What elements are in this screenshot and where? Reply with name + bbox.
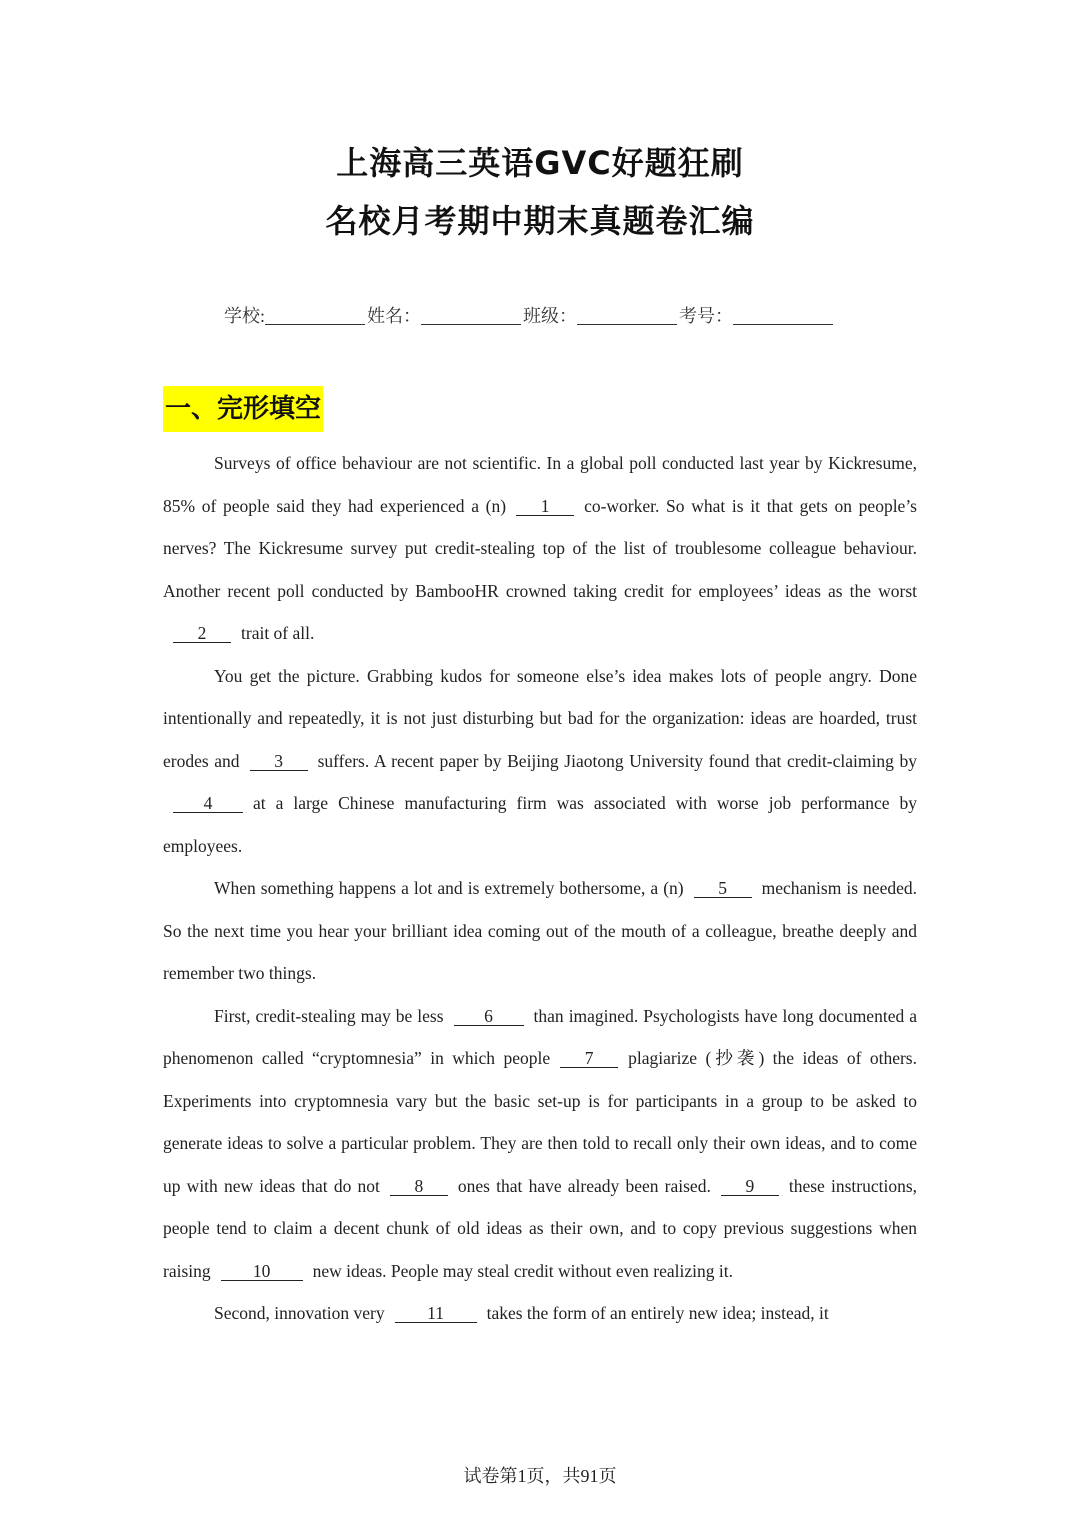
number-blank[interactable] — [733, 306, 833, 325]
blank-4[interactable]: 4 — [173, 794, 243, 813]
text-span: new ideas. People may steal credit without even realizing it. — [312, 1260, 733, 1281]
text-span: than imagined. Psychologists have long documented a phenomenon called “cryptomnesia” in which people — [163, 1005, 917, 1068]
text-span: at a large Chinese manufacturing firm was associated with worse job performance by employees. — [163, 793, 917, 856]
student-info-row — [224, 302, 884, 328]
text-span: Second, innovation very — [214, 1303, 385, 1323]
blank-1[interactable]: 1 — [516, 497, 574, 516]
text-span: plagiarize (抄袭) the ideas of others. Experiments into cryptomnesia vary but the basic set-up is for participants in a group to be asked to generate ideas to solve a particular problem. They are then told to recall only their own ideas, and to come up with new ideas that do not — [163, 1048, 917, 1196]
blank-2[interactable]: 2 — [173, 624, 231, 643]
exam-subtitle: 名校月考期中期末真题卷汇编 — [325, 202, 755, 240]
blank-6[interactable]: 6 — [454, 1007, 524, 1026]
text-span: You get the picture. Grabbing kudos for someone else’s idea makes lots of people angry. Done intentionally and repeatedly, it is not just disturbing but bad for the organization: ideas are hoarded, trust erodes and — [163, 665, 917, 771]
blank-3[interactable]: 3 — [250, 752, 308, 771]
text-span: these instructions, people tend to claim a decent chunk of old ideas as their own, and to copy previous suggestions when raising — [163, 1175, 918, 1281]
section-heading: 一、完形填空 — [163, 386, 323, 432]
name-blank[interactable] — [421, 306, 521, 325]
page-number-footer: 试卷第1页，共91页 — [463, 1466, 617, 1486]
blank-8[interactable]: 8 — [390, 1177, 448, 1196]
number-label: 考号： — [679, 306, 734, 326]
class-blank[interactable] — [577, 306, 677, 325]
name-label: 姓名： — [367, 306, 422, 326]
blank-5[interactable]: 5 — [694, 879, 752, 898]
paragraph-1 — [163, 442, 917, 655]
class-label: 班级： — [523, 306, 578, 326]
paragraph-5 — [163, 1292, 917, 1335]
text-span: Surveys of office behaviour are not scientific. In a global poll conducted last year by Kickresume, 85% of people said they had experienced a (n) — [163, 453, 917, 516]
paragraph-3 — [163, 867, 917, 995]
blank-10[interactable]: 10 — [221, 1262, 303, 1281]
school-label: 学校: — [224, 306, 266, 326]
text-span: First, credit-stealing may be less — [214, 1005, 444, 1026]
text-span: co-worker. So what is it that gets on people’s nerves? The Kickresume survey put credit-stealing top of the list of troublesome colleague behaviour. Another recent poll conducted by BambooHR crowned taking credit for employees’ ideas as the worst — [163, 495, 917, 601]
text-span: mechanism is needed. So the next time you hear your brilliant idea coming out of the mouth of a colleague, breathe deeply and remember two things. — [163, 878, 917, 983]
text-span: trait of all. — [241, 623, 315, 643]
blank-11[interactable]: 11 — [395, 1304, 477, 1323]
cloze-passage — [163, 442, 917, 1335]
school-blank[interactable] — [265, 306, 365, 325]
text-span: When something happens a lot and is extremely bothersome, a (n) — [214, 878, 684, 898]
text-span: suffers. A recent paper by Beijing Jiaotong University found that credit-claiming by — [317, 750, 917, 771]
text-span: ones that have already been raised. — [457, 1175, 711, 1196]
blank-7[interactable]: 7 — [560, 1049, 618, 1068]
text-span: takes the form of an entirely new idea; instead, it — [486, 1303, 829, 1323]
exam-title: 上海高三英语GVC好题狂刷 — [336, 144, 744, 182]
paragraph-4 — [163, 995, 917, 1293]
blank-9[interactable]: 9 — [721, 1177, 779, 1196]
paragraph-2 — [163, 655, 917, 868]
